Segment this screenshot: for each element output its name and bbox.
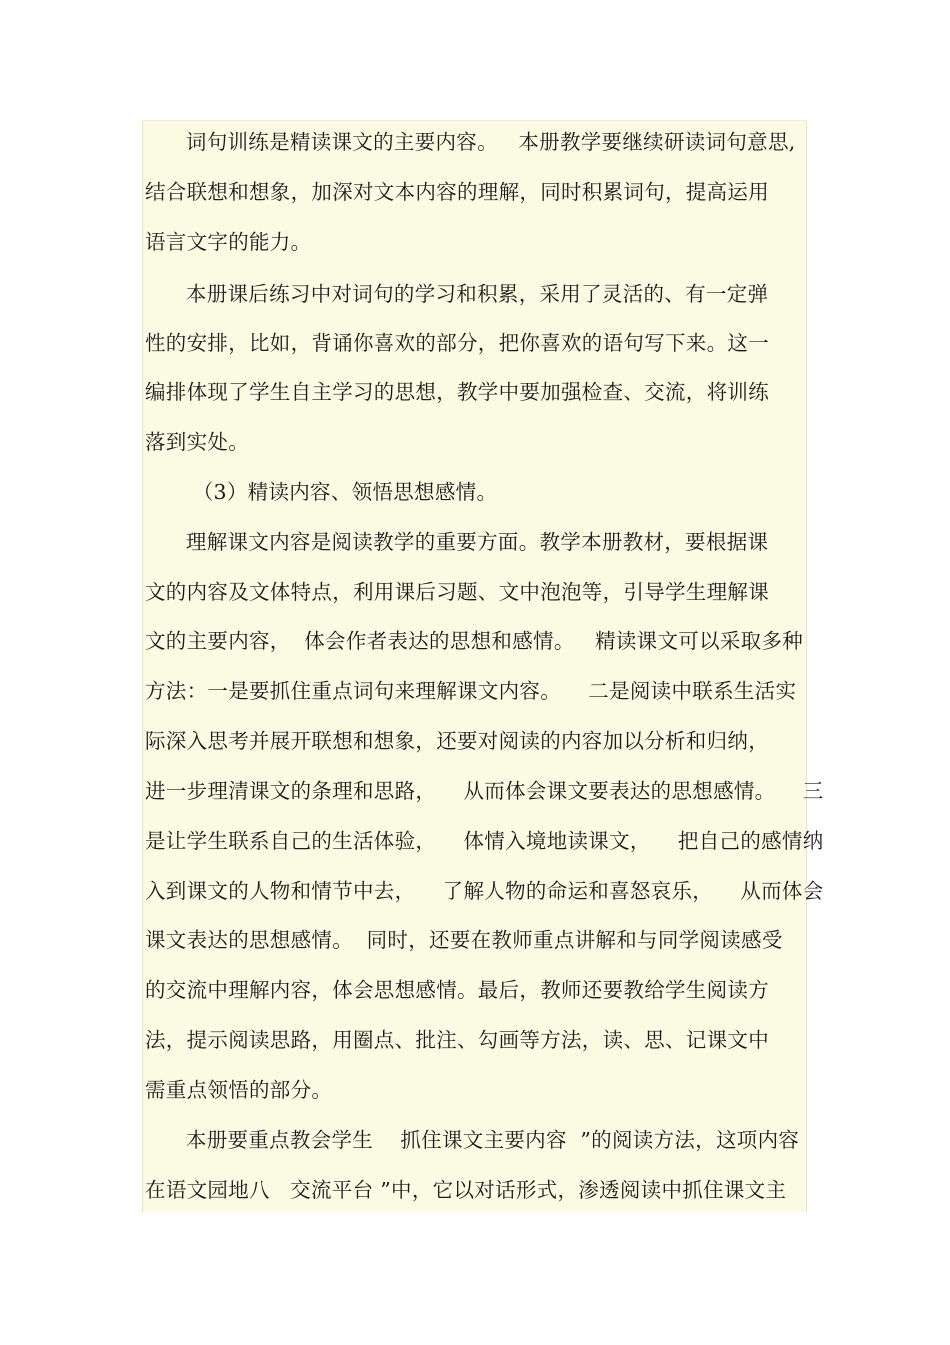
text-line: 编排体现了学生自主学习的思想，教学中要加强检查、交流，将训练: [145, 380, 769, 404]
text-line: 语言文字的能力。: [145, 230, 312, 254]
text-line: 理解课文内容是阅读教学的重要方面。教学本册教材，要根据课: [145, 530, 769, 554]
text-block: [142, 120, 824, 1212]
text-line: 进一步理清课文的条理和思路， 从而体会课文要表达的思想感情。 三: [145, 779, 824, 803]
text-line: 方法：一是要抓住重点词句来理解课文内容。 二是阅读中联系生活实: [145, 679, 797, 703]
text-line: 需重点领悟的部分。: [145, 1078, 333, 1102]
text-line: 本册要重点教会学生 抓住课文主要内容 ”的阅读方法，这项内容: [145, 1128, 800, 1152]
section-heading: （3）精读内容、领悟思想感情。: [145, 480, 498, 504]
text-line: 性的安排，比如，背诵你喜欢的部分，把你喜欢的语句写下来。这一: [145, 331, 769, 355]
text-line: 结合联想和想象，加深对文本内容的理解，同时积累词句，提高运用: [145, 180, 769, 204]
text-line: 落到实处。: [145, 430, 249, 454]
text-line: 法，提示阅读思路，用圈点、批注、勾画等方法，读、思、记课文中: [145, 1028, 769, 1052]
text-line: 入到课文的人物和情节中去， 了解人物的命运和喜怒哀乐， 从而体会: [145, 879, 824, 903]
text-line: 本册课后练习中对词句的学习和积累，采用了灵活的、有一定弹: [145, 282, 769, 306]
text-line: 课文表达的思想感情。 同时，还要在教师重点讲解和与同学阅读感受: [145, 928, 783, 952]
text-line: 文的主要内容， 体会作者表达的思想和感情。 精读课文可以采取多种: [145, 629, 804, 653]
text-line: 文的内容及文体特点，利用课后习题、文中泡泡等，引导学生理解课: [145, 580, 769, 604]
text-line: 词句训练是精读课文的主要内容。 本册教学要继续研读词句意思,: [145, 130, 796, 154]
text-line: 是让学生联系自己的生活体验， 体情入境地读课文， 把自己的感情纳: [145, 829, 824, 853]
text-line: 际深入思考并展开联想和想象，还要对阅读的内容加以分析和归纳，: [145, 729, 769, 753]
text-line: 在语文园地八 交流平台 ”中，它以对话形式，渗透阅读中抓住课文主: [145, 1178, 787, 1202]
text-line: 的交流中理解内容，体会思想感情。最后，教师还要教给学生阅读方: [145, 978, 769, 1002]
